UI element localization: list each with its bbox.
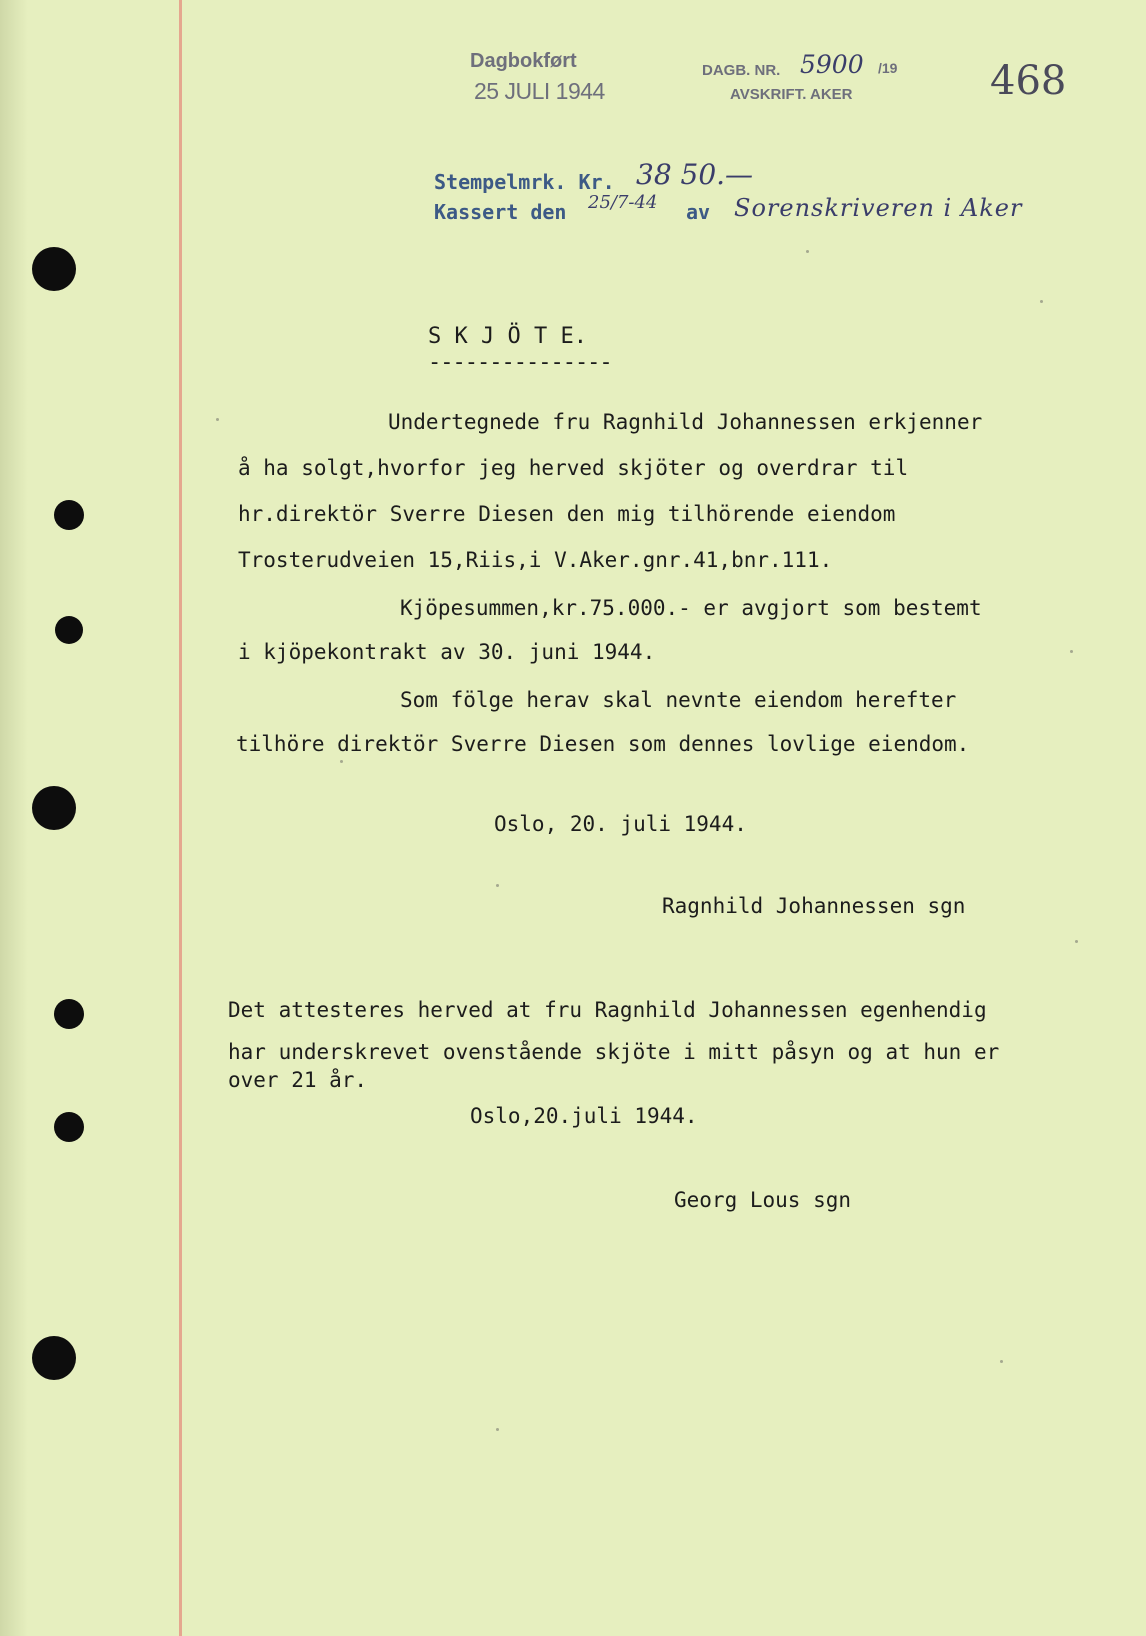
dagb-nr-suffix: /19 [878,60,898,76]
paragraph-1-line: Trosterudveien 15,Riis,i V.Aker.gnr.41,bnr.111. [238,548,833,572]
document-title: S K J Ö T E. [428,324,587,349]
punch-hole-icon [32,786,76,830]
kassert-av: av [686,200,711,224]
scan-speck [806,250,809,253]
page-edge-shadow [0,0,28,1636]
paragraph-2-line: Kjöpesummen,kr.75.000.- er avgjort som bestemt [400,596,982,620]
scan-speck [216,418,219,421]
stempelmrk-value: 38 50.— [636,158,754,191]
punch-hole-icon [55,616,83,644]
avskrift-label: AVSKRIFT. AKER [730,86,853,103]
paragraph-2-line: i kjöpekontrakt av 30. juni 1944. [238,640,656,664]
stempelmrk-label: Stempelmrk. Kr. [434,170,615,194]
dagbokfort-date: 25 JULI 1944 [474,78,605,104]
paragraph-1-line: hr.direktör Sverre Diesen den mig tilhörende eiendom [238,502,896,526]
dagb-nr-label: DAGB. NR. [702,62,781,79]
kassert-label: Kassert den [434,200,567,224]
paragraph-3-line: Som fölge herav skal nevnte eiendom herefter [400,688,957,712]
scan-speck [496,1428,499,1431]
paragraph-1-line: å ha solgt,hvorfor jeg herved skjöter og overdrar til [238,456,909,480]
punch-hole-icon [32,1336,76,1380]
kassert-date: 25/7-44 [588,192,658,213]
signature-1: Ragnhild Johannessen sgn [662,894,966,918]
paragraph-3-line: tilhöre direktör Sverre Diesen som dennes lovlige eiendom. [236,732,970,756]
scan-speck [496,884,499,887]
scan-speck [1075,940,1078,943]
attestation-line: har underskrevet ovenstående skjöte i mitt påsyn og at hun er [228,1040,1000,1064]
scan-speck [1070,650,1073,653]
kassert-signature: Sorenskriveren i Aker [734,194,1023,222]
page-number: 468 [990,58,1067,104]
title-underline: --------------- [428,350,612,375]
punch-hole-icon [54,1112,84,1142]
signature-2: Georg Lous sgn [674,1188,852,1212]
place-date-2: Oslo,20.juli 1944. [470,1104,698,1128]
attestation-line: Det attesteres herved at fru Ragnhild Johannessen egenhendig [228,998,987,1022]
attestation-line: over 21 år. [228,1068,368,1092]
punch-hole-icon [54,500,84,530]
dagb-nr-value: 5900 [800,50,864,79]
scan-speck [340,760,343,763]
dagbokfort-label: Dagbokført [470,50,577,72]
scan-speck [1040,300,1043,303]
margin-rule [179,0,182,1636]
punch-hole-icon [32,247,76,291]
paragraph-1-line: Undertegnede fru Ragnhild Johannessen erkjenner [388,410,983,434]
punch-hole-icon [54,999,84,1029]
place-date-1: Oslo, 20. juli 1944. [494,812,747,836]
scan-speck [1000,1360,1003,1363]
